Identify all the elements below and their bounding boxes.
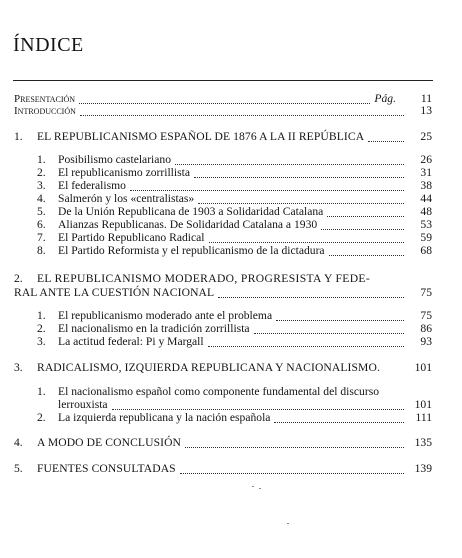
sub-page: 48: [420, 205, 432, 218]
sub-label: El republicanismo zorrillista: [58, 166, 191, 179]
sub-number: 5.: [37, 205, 46, 218]
sub-number: 2.: [37, 322, 46, 335]
sub-page: 68: [420, 244, 432, 257]
sub-number: 2.: [37, 166, 46, 179]
leader-dots: [198, 194, 404, 204]
sub-label: La actitud federal: Pi y Margall: [58, 335, 204, 348]
sub-label: De la Unión Republicana de 1903 a Solidaridad Catalana: [58, 205, 324, 218]
toc-chapter-5[interactable]: [0, 462, 462, 476]
sub-label: El nacionalismo en la tradición zorrillista: [58, 322, 250, 335]
scan-speck: [252, 486, 254, 487]
leader-dots: [327, 207, 404, 217]
entry-page: 13: [420, 104, 432, 117]
scan-speck: [287, 523, 289, 524]
sub-page: 59: [420, 231, 432, 244]
sub-label: Alianzas Republicanas. De Solidaridad Catalana a 1930: [58, 218, 318, 231]
chapter-title: EL REPUBLICANISMO ESPAÑOL DE 1876 A LA II REPÚBLICA: [37, 130, 365, 143]
leader-dots: [329, 246, 404, 256]
sub-label: El Partido Reformista y el republicanismo de la dictadura: [58, 244, 325, 257]
leader-dots: [130, 181, 404, 191]
sub-label: Posibilismo castelariano: [58, 153, 172, 166]
sub-label: El federalismo: [58, 179, 126, 192]
leader-dots: [368, 132, 404, 142]
toc-entry-introduccion[interactable]: [0, 104, 462, 118]
leader-dots: [209, 233, 405, 243]
pag-label: Pág.: [374, 92, 396, 105]
toc-chapter-2-line2[interactable]: [0, 286, 462, 300]
entry-label: Presentación: [14, 93, 76, 105]
title-rule: [13, 80, 433, 81]
chapter-page: 25: [420, 130, 432, 143]
sub-label: La izquierda republicana y la nación española: [58, 411, 271, 424]
chapter-number: 1.: [14, 130, 23, 143]
toc-chapter-4[interactable]: [0, 436, 462, 450]
sub-number: 2.: [37, 411, 46, 424]
sub-page: 93: [420, 335, 432, 348]
sub-number: 7.: [37, 231, 46, 244]
toc-sub-3-1-line2[interactable]: [0, 398, 462, 412]
leader-dots: [194, 168, 404, 178]
chapter-number: 3.: [14, 361, 23, 374]
chapter-title-line2: RAL ANTE LA CUESTIÓN NACIONAL: [14, 286, 215, 299]
leader-dots: [274, 413, 404, 423]
sub-page: 26: [420, 153, 432, 166]
sub-page: 38: [420, 179, 432, 192]
sub-label: Salmerón y los «centralistas»: [58, 192, 195, 205]
sub-page: 53: [420, 218, 432, 231]
toc-chapter-1[interactable]: [0, 130, 462, 144]
sub-page: 75: [420, 309, 432, 322]
toc-sub-2-3[interactable]: [0, 335, 462, 349]
chapter-page: 135: [414, 436, 432, 449]
toc-sub-3-1-line1[interactable]: [0, 385, 462, 399]
chapter-page: 75: [420, 286, 432, 299]
toc-sub-1-3[interactable]: [0, 179, 462, 193]
chapter-page: 101: [414, 361, 432, 374]
toc-sub-1-8[interactable]: [0, 244, 462, 258]
entry-page: 11: [420, 92, 432, 105]
sub-number: 6.: [37, 218, 46, 231]
sub-page: 86: [420, 322, 432, 335]
sub-page: 31: [420, 166, 432, 179]
leader-dots: [79, 94, 370, 104]
sub-number: 4.: [37, 192, 46, 205]
sub-number: 8.: [37, 244, 46, 257]
toc-sub-1-1[interactable]: [0, 153, 462, 167]
sub-page: 111: [415, 411, 432, 424]
toc-sub-1-5[interactable]: [0, 205, 462, 219]
chapter-page: 139: [414, 462, 432, 475]
toc-sub-2-2[interactable]: [0, 322, 462, 336]
leader-dots: [321, 220, 404, 230]
sub-number: 1.: [37, 153, 46, 166]
leader-dots: [80, 106, 404, 116]
sub-number: 1.: [37, 309, 46, 322]
leader-dots: [112, 400, 404, 410]
chapter-title: FUENTES CONSULTADAS: [37, 462, 176, 475]
leader-dots: [185, 438, 404, 448]
chapter-number: 4.: [14, 436, 23, 449]
toc-chapter-2-line1[interactable]: [0, 272, 462, 286]
toc-sub-3-2[interactable]: [0, 411, 462, 425]
entry-label: Introducción: [14, 105, 76, 117]
toc-sub-1-2[interactable]: [0, 166, 462, 180]
chapter-title: A MODO DE CONCLUSIÓN: [37, 436, 182, 449]
toc-sub-2-1[interactable]: [0, 309, 462, 323]
sub-label: El Partido Republicano Radical: [58, 231, 205, 244]
sub-label: El republicanismo moderado ante el problema: [58, 309, 273, 322]
toc-sub-1-4[interactable]: [0, 192, 462, 206]
sub-page: 101: [414, 398, 432, 411]
index-title: ÍNDICE: [13, 34, 84, 56]
leader-dots: [254, 324, 404, 334]
chapter-title: RADICALISMO, IZQUIERDA REPUBLICANA Y NACIONALISMO.: [37, 361, 380, 374]
leader-dots: [180, 464, 404, 474]
sub-number: 3.: [37, 179, 46, 192]
chapter-number: 5.: [14, 462, 23, 475]
toc-sub-1-7[interactable]: [0, 231, 462, 245]
scan-speck: [259, 488, 261, 489]
sub-label-line1: El nacionalismo español como componente fundamental del discurso: [58, 385, 379, 398]
leader-dots: [218, 288, 404, 298]
toc-sub-1-6[interactable]: [0, 218, 462, 232]
sub-number: 3.: [37, 335, 46, 348]
chapter-number: 2.: [14, 272, 23, 285]
sub-label-line2: lerrouxista: [58, 398, 108, 411]
leader-dots: [175, 155, 404, 165]
sub-number: 1.: [37, 385, 46, 398]
leader-dots: [276, 311, 404, 321]
leader-dots: [208, 337, 404, 347]
chapter-title-line1: EL REPUBLICANISMO MODERADO, PROGRESISTA Y FEDE-: [37, 272, 371, 285]
toc-chapter-3[interactable]: [0, 361, 462, 375]
sub-page: 44: [420, 192, 432, 205]
